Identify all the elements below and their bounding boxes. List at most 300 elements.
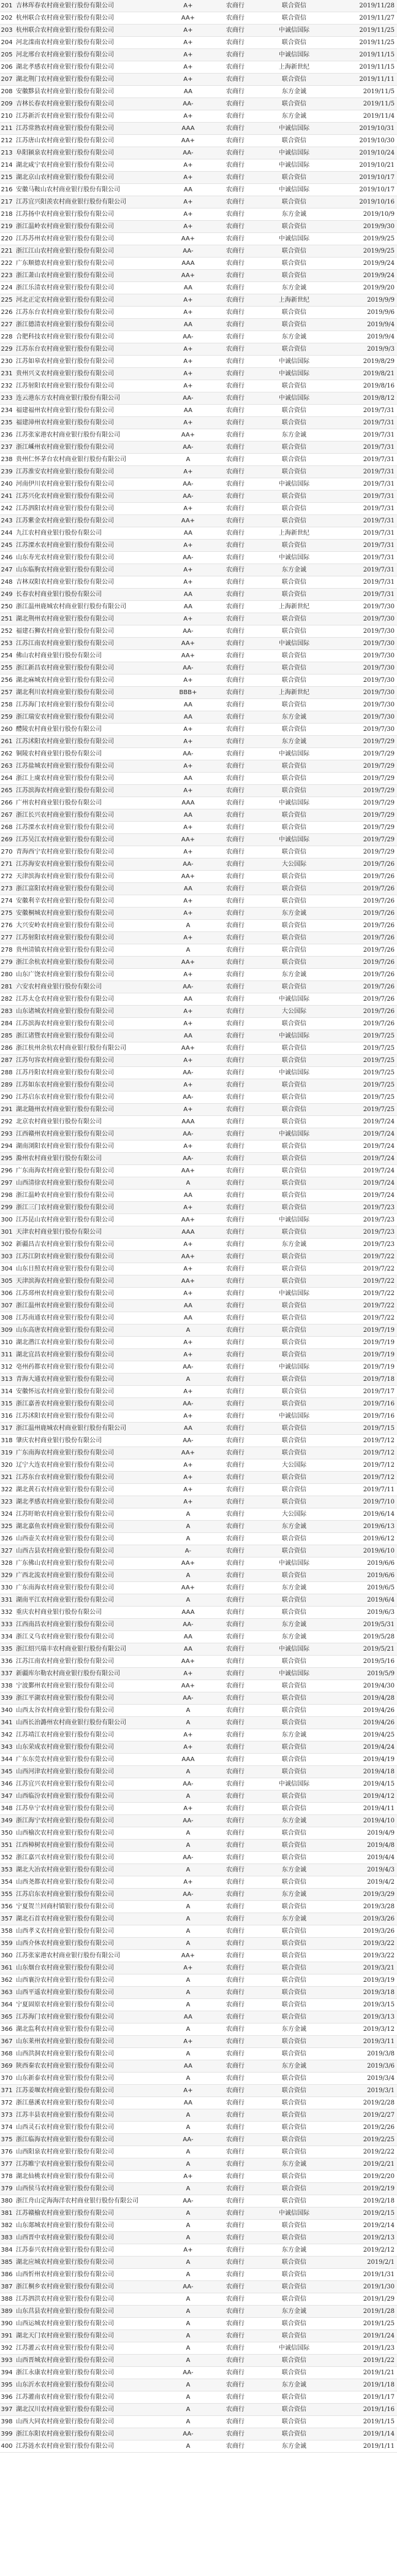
rating-date: 2019/11/15 xyxy=(328,49,397,61)
rating-date: 2019/7/31 xyxy=(328,527,397,540)
rating-date: 2019/7/19 xyxy=(328,1361,397,1374)
rating-date: 2019/1/17 xyxy=(328,2391,397,2404)
rating-agency: 中诚信国际 xyxy=(260,233,328,245)
credit-rating: A+ xyxy=(165,576,211,589)
row-number: 399 xyxy=(0,2428,13,2440)
rating-agency: 联合资信 xyxy=(260,37,328,49)
credit-rating: A+ xyxy=(165,564,211,576)
rating-date: 2019/11/15 xyxy=(328,61,397,74)
rating-date: 2019/7/29 xyxy=(328,773,397,785)
row-number: 394 xyxy=(0,2367,13,2379)
bank-type: 农商行 xyxy=(211,1643,260,1656)
row-number: 389 xyxy=(0,2306,13,2318)
credit-rating: AA xyxy=(165,711,211,724)
row-number: 267 xyxy=(0,809,13,822)
table-row xyxy=(0,2195,397,2207)
bank-type: 农商行 xyxy=(211,638,260,650)
row-number: 230 xyxy=(0,356,13,368)
rating-date: 2019/9/20 xyxy=(328,282,397,294)
rating-agency: 联合资信 xyxy=(260,1091,328,1104)
table-row xyxy=(0,2391,397,2404)
credit-rating: A+ xyxy=(165,785,211,797)
rating-agency: 联合资信 xyxy=(260,2318,328,2330)
table-row xyxy=(0,2244,397,2257)
rating-agency: 中诚信国际 xyxy=(260,834,328,846)
rating-date: 2019/7/26 xyxy=(328,993,397,1006)
table-row xyxy=(0,920,397,932)
table-row xyxy=(0,2024,397,2036)
rating-date: 2019/7/11 xyxy=(328,1484,397,1496)
bank-type: 农商行 xyxy=(211,2048,260,2060)
rating-agency: 联合资信 xyxy=(260,1974,328,1987)
bank-name: 浙江绍兴瑞丰农村商业银行股份有限公司 xyxy=(13,1643,165,1656)
bank-type: 农商行 xyxy=(211,1987,260,1999)
credit-rating: A xyxy=(165,1766,211,1778)
credit-rating: A+ xyxy=(165,1349,211,1361)
rating-date: 2019/11/28 xyxy=(328,0,397,12)
rating-date: 2019/4/10 xyxy=(328,1815,397,1827)
credit-rating: A+ xyxy=(165,1141,211,1153)
bank-type: 农商行 xyxy=(211,2011,260,2024)
bank-type: 农商行 xyxy=(211,1864,260,1876)
rating-date: 2019/7/30 xyxy=(328,601,397,613)
bank-name: 山西襄汾农村商业银行股份有限公司 xyxy=(13,1974,165,1987)
rating-date: 2019/7/29 xyxy=(328,748,397,760)
table-row xyxy=(0,1656,397,1668)
table-row xyxy=(0,908,397,920)
rating-date: 2019/2/22 xyxy=(328,2146,397,2158)
rating-date: 2019/4/8 xyxy=(328,1840,397,1852)
table-row xyxy=(0,2183,397,2195)
table-row xyxy=(0,405,397,417)
bank-name: 江苏沭阳农村商业银行股份有限公司 xyxy=(13,1410,165,1423)
bank-type: 农商行 xyxy=(211,380,260,392)
bank-name: 浙江德清农村商业银行股份有限公司 xyxy=(13,319,165,331)
bank-type: 农商行 xyxy=(211,2379,260,2391)
credit-rating: AA+ xyxy=(165,233,211,245)
rating-agency: 联合资信 xyxy=(260,1533,328,1545)
rating-date: 2019/5/16 xyxy=(328,1656,397,1668)
table-row xyxy=(0,1349,397,1361)
table-row xyxy=(0,1815,397,1827)
bank-type: 农商行 xyxy=(211,61,260,74)
rating-agency: 联合资信 xyxy=(260,2048,328,2060)
row-number: 203 xyxy=(0,25,13,37)
bank-name: 河北滦南农村商业银行股份有限公司 xyxy=(13,37,165,49)
bank-type: 农商行 xyxy=(211,1803,260,1815)
credit-rating: A xyxy=(165,2183,211,2195)
rating-agency: 联合资信 xyxy=(260,957,328,969)
table-row xyxy=(0,2011,397,2024)
bank-type: 农商行 xyxy=(211,1459,260,1472)
bank-name: 滁州农村商业银行股份有限公司 xyxy=(13,1153,165,1165)
row-number: 345 xyxy=(0,1766,13,1778)
bank-type: 农商行 xyxy=(211,331,260,343)
credit-rating: AA xyxy=(165,699,211,711)
bank-name: 江苏太仓农村商业银行股份有限公司 xyxy=(13,993,165,1006)
table-row xyxy=(0,981,397,993)
bank-name: 山西介休农村商业银行股份有限公司 xyxy=(13,1938,165,1950)
rating-agency: 联合资信 xyxy=(260,1484,328,1496)
table-row xyxy=(0,675,397,687)
credit-rating: AA- xyxy=(165,441,211,454)
table-row xyxy=(0,2207,397,2220)
row-number: 375 xyxy=(0,2134,13,2146)
rating-agency: 联合资信 xyxy=(260,1803,328,1815)
bank-type: 农商行 xyxy=(211,601,260,613)
bank-name: 天津农村商业银行股份有限公司 xyxy=(13,1226,165,1239)
row-number: 255 xyxy=(0,662,13,675)
bank-type: 农商行 xyxy=(211,1104,260,1116)
row-number: 318 xyxy=(0,1435,13,1447)
rating-date: 2019/7/26 xyxy=(328,883,397,895)
bank-type: 农商行 xyxy=(211,920,260,932)
bank-name: 浙江长兴农村商业银行股份有限公司 xyxy=(13,809,165,822)
rating-agency: 联合资信 xyxy=(260,1177,328,1190)
table-row xyxy=(0,417,397,429)
credit-rating: AA- xyxy=(165,1398,211,1410)
bank-type: 农商行 xyxy=(211,1288,260,1300)
rating-agency: 联合资信 xyxy=(260,662,328,675)
table-row xyxy=(0,1128,397,1141)
row-number: 359 xyxy=(0,1938,13,1950)
credit-rating: A+ xyxy=(165,2036,211,2048)
bank-type: 农商行 xyxy=(211,2428,260,2440)
rating-agency: 中诚信国际 xyxy=(260,1030,328,1042)
rating-date: 2019/7/23 xyxy=(328,1239,397,1251)
credit-rating: A xyxy=(165,2391,211,2404)
bank-name: 山西阳泉农村商业银行股份有限公司 xyxy=(13,2146,165,2158)
bank-name: 山东诸城农村商业银行股份有限公司 xyxy=(13,1006,165,1018)
table-row xyxy=(0,12,397,25)
rating-agency: 大公国际 xyxy=(260,858,328,871)
rating-date: 2019/4/15 xyxy=(328,1778,397,1791)
table-row xyxy=(0,2379,397,2391)
rating-agency: 联合资信 xyxy=(260,2109,328,2122)
table-row xyxy=(0,380,397,392)
rating-agency: 中诚信国际 xyxy=(260,1288,328,1300)
credit-rating: A xyxy=(165,2207,211,2220)
rating-date: 2019/3/12 xyxy=(328,2024,397,2036)
bank-name: 浙江富阳农村商业银行股份有限公司 xyxy=(13,883,165,895)
credit-rating: AA+ xyxy=(165,12,211,25)
rating-date: 2019/4/24 xyxy=(328,1741,397,1754)
row-number: 378 xyxy=(0,2171,13,2183)
table-row xyxy=(0,2060,397,2073)
table-row xyxy=(0,699,397,711)
bank-name: 浙江新昌农村商业银行股份有限公司 xyxy=(13,662,165,675)
rating-date: 2019/7/31 xyxy=(328,491,397,503)
bank-type: 农商行 xyxy=(211,392,260,405)
rating-agency: 联合资信 xyxy=(260,1938,328,1950)
table-row xyxy=(0,1680,397,1692)
rating-date: 2019/10/21 xyxy=(328,159,397,172)
credit-rating: A xyxy=(165,1901,211,1913)
table-row xyxy=(0,1386,397,1398)
row-number: 283 xyxy=(0,1006,13,1018)
bank-type: 农商行 xyxy=(211,576,260,589)
table-row xyxy=(0,1435,397,1447)
row-number: 386 xyxy=(0,2269,13,2281)
credit-rating: A+ xyxy=(165,613,211,625)
rating-date: 2019/7/26 xyxy=(328,981,397,993)
bank-name: 河北邢台农村商业银行股份有限公司 xyxy=(13,49,165,61)
bank-type: 农商行 xyxy=(211,711,260,724)
rating-agency: 联合资信 xyxy=(260,319,328,331)
table-row xyxy=(0,1594,397,1607)
table-row xyxy=(0,2306,397,2318)
bank-name: 江苏句容农村商业银行股份有限公司 xyxy=(13,1055,165,1067)
bank-type: 农商行 xyxy=(211,196,260,208)
table-row xyxy=(0,1030,397,1042)
bank-type: 农商行 xyxy=(211,1410,260,1423)
bank-name: 青海西宁农村商业银行股份有限公司 xyxy=(13,846,165,858)
rating-agency: 联合资信 xyxy=(260,883,328,895)
bank-name: 山东广饶农村商业银行股份有限公司 xyxy=(13,969,165,981)
bank-name: 江苏涟水农村商业银行股份有限公司 xyxy=(13,2440,165,2453)
row-number: 339 xyxy=(0,1692,13,1705)
bank-name: 湖北孝感农村商业银行股份有限公司 xyxy=(13,61,165,74)
credit-rating: AA xyxy=(165,2097,211,2109)
bank-name: 九江农村商业银行股份有限公司 xyxy=(13,527,165,540)
rating-date: 2019/8/21 xyxy=(328,368,397,380)
table-row xyxy=(0,491,397,503)
bank-type: 农商行 xyxy=(211,2293,260,2306)
rating-date: 2019/7/24 xyxy=(328,1116,397,1128)
credit-rating: A+ xyxy=(165,1472,211,1484)
row-number: 314 xyxy=(0,1386,13,1398)
bank-name: 江苏睢宁农村商业银行股份有限公司 xyxy=(13,2158,165,2171)
rating-date: 2019/7/31 xyxy=(328,503,397,515)
credit-rating: A xyxy=(165,1570,211,1582)
credit-rating: AA+ xyxy=(165,515,211,527)
bank-type: 农商行 xyxy=(211,1656,260,1668)
bank-type: 农商行 xyxy=(211,858,260,871)
table-row xyxy=(0,724,397,736)
bank-type: 农商行 xyxy=(211,1496,260,1508)
bank-type: 农商行 xyxy=(211,2306,260,2318)
bank-type: 农商行 xyxy=(211,2220,260,2232)
rating-date: 2019/7/25 xyxy=(328,1042,397,1055)
rating-agency: 东方金诚 xyxy=(260,969,328,981)
table-row xyxy=(0,184,397,196)
table-row xyxy=(0,1852,397,1864)
bank-type: 农商行 xyxy=(211,1324,260,1337)
credit-rating: AA- xyxy=(165,1435,211,1447)
rating-date: 2019/4/30 xyxy=(328,1680,397,1692)
credit-rating: A xyxy=(165,1324,211,1337)
table-row xyxy=(0,846,397,858)
row-number: 337 xyxy=(0,1668,13,1680)
table-row xyxy=(0,1153,397,1165)
rating-agency: 联合资信 xyxy=(260,1226,328,1239)
credit-rating: A+ xyxy=(165,908,211,920)
rating-date: 2019/6/10 xyxy=(328,1545,397,1557)
bank-type: 农商行 xyxy=(211,1128,260,1141)
table-row xyxy=(0,797,397,809)
bank-type: 农商行 xyxy=(211,49,260,61)
rating-agency: 联合资信 xyxy=(260,1925,328,1938)
bank-name: 江苏射阳农村商业银行股份有限公司 xyxy=(13,932,165,944)
bank-name: 醴陵农村商业银行股份有限公司 xyxy=(13,724,165,736)
bank-name: 陕西秦农农村商业银行股份有限公司 xyxy=(13,2060,165,2073)
bank-type: 农商行 xyxy=(211,1116,260,1128)
table-row xyxy=(0,1018,397,1030)
credit-rating: A+ xyxy=(165,1239,211,1251)
bank-name: 江苏姜堰农村商业银行股份有限公司 xyxy=(13,2085,165,2097)
rating-date: 2019/7/24 xyxy=(328,1190,397,1202)
bank-name: 江苏南通农村商业银行股份有限公司 xyxy=(13,1312,165,1324)
bank-type: 农商行 xyxy=(211,736,260,748)
credit-rating: AA+ xyxy=(165,1165,211,1177)
bank-name: 江苏张家港农村商业银行股份有限公司 xyxy=(13,1950,165,1962)
credit-rating: A+ xyxy=(165,1055,211,1067)
bank-type: 农商行 xyxy=(211,147,260,159)
credit-rating: A+ xyxy=(165,0,211,12)
rating-date: 2019/7/31 xyxy=(328,515,397,527)
table-row xyxy=(0,98,397,110)
rating-agency: 中诚信国际 xyxy=(260,2207,328,2220)
bank-name: 湖北嘉鱼农村商业银行股份有限公司 xyxy=(13,1521,165,1533)
bank-name: 湖北黄石农村商业银行股份有限公司 xyxy=(13,1484,165,1496)
bank-type: 农商行 xyxy=(211,1938,260,1950)
rating-date: 2019/9/24 xyxy=(328,270,397,282)
credit-rating: AA- xyxy=(165,1619,211,1631)
bank-type: 农商行 xyxy=(211,258,260,270)
rating-agency: 联合资信 xyxy=(260,380,328,392)
credit-rating: AA xyxy=(165,184,211,196)
bank-name: 湖北天门农村商业银行股份有限公司 xyxy=(13,2330,165,2342)
table-row xyxy=(0,2048,397,2060)
rating-agency: 联合资信 xyxy=(260,613,328,625)
rating-agency: 中诚信国际 xyxy=(260,123,328,135)
rating-agency: 联合资信 xyxy=(260,2330,328,2342)
bank-name: 江苏新沂农村商业银行股份有限公司 xyxy=(13,110,165,123)
rating-agency: 联合资信 xyxy=(260,1398,328,1410)
row-number: 265 xyxy=(0,785,13,797)
table-row xyxy=(0,993,397,1006)
rating-agency: 东方金诚 xyxy=(260,86,328,98)
bank-name: 广东东莞农村商业银行股份有限公司 xyxy=(13,1754,165,1766)
credit-rating: AA xyxy=(165,883,211,895)
rating-date: 2019/2/13 xyxy=(328,2232,397,2244)
rating-agency: 联合资信 xyxy=(260,258,328,270)
table-row xyxy=(0,1705,397,1717)
rating-agency: 中诚信国际 xyxy=(260,2342,328,2355)
bank-name: 湖北孝感农村商业银行股份有限公司 xyxy=(13,1496,165,1508)
rating-date: 2019/7/26 xyxy=(328,1006,397,1018)
bank-type: 农商行 xyxy=(211,2257,260,2269)
bank-name: 江苏江南农村商业银行股份有限公司 xyxy=(13,1656,165,1668)
credit-rating: AA- xyxy=(165,1361,211,1374)
credit-rating: AA+ xyxy=(165,1950,211,1962)
table-row xyxy=(0,932,397,944)
rating-date: 2019/2/20 xyxy=(328,2171,397,2183)
rating-agency: 联合资信 xyxy=(260,1876,328,1889)
bank-type: 农商行 xyxy=(211,2207,260,2220)
rating-agency: 联合资信 xyxy=(260,1791,328,1803)
rating-agency: 联合资信 xyxy=(260,2232,328,2244)
row-number: 298 xyxy=(0,1190,13,1202)
row-number: 323 xyxy=(0,1496,13,1508)
rating-agency: 中诚信国际 xyxy=(260,1067,328,1079)
table-row xyxy=(0,1091,397,1104)
rating-agency: 上海新世纪 xyxy=(260,294,328,307)
bank-name: 江西樟树农村商业银行股份有限公司 xyxy=(13,1840,165,1852)
table-row xyxy=(0,1717,397,1729)
rating-date: 2019/3/4 xyxy=(328,2073,397,2085)
bank-type: 农商行 xyxy=(211,822,260,834)
credit-rating: A xyxy=(165,1938,211,1950)
row-number: 242 xyxy=(0,503,13,515)
bank-name: 江苏常熟农村商业银行股份有限公司 xyxy=(13,123,165,135)
credit-rating: A+ xyxy=(165,172,211,184)
rating-date: 2019/1/11 xyxy=(328,2440,397,2453)
row-number: 280 xyxy=(0,969,13,981)
bank-type: 农商行 xyxy=(211,208,260,221)
rating-agency: 联合资信 xyxy=(260,1386,328,1398)
table-row xyxy=(0,1741,397,1754)
rating-date: 2019/3/26 xyxy=(328,1913,397,1925)
table-row xyxy=(0,1778,397,1791)
rating-agency: 联合资信 xyxy=(260,625,328,638)
credit-rating: AA- xyxy=(165,981,211,993)
rating-date: 2019/4/26 xyxy=(328,1705,397,1717)
credit-rating: A xyxy=(165,2109,211,2122)
rating-date: 2019/9/25 xyxy=(328,233,397,245)
rating-date: 2019/6/13 xyxy=(328,1521,397,1533)
row-number: 287 xyxy=(0,1055,13,1067)
credit-rating: A+ xyxy=(165,208,211,221)
bank-name: 山西清徐农村商业银行股份有限公司 xyxy=(13,1177,165,1190)
rating-agency: 联合资信 xyxy=(260,724,328,736)
row-number: 212 xyxy=(0,135,13,147)
rating-date: 2019/2/19 xyxy=(328,2183,397,2195)
credit-rating: A+ xyxy=(165,1006,211,1018)
table-row xyxy=(0,1803,397,1815)
table-row xyxy=(0,601,397,613)
bank-name: 广西北流农村商业银行股份有限公司 xyxy=(13,1570,165,1582)
bank-type: 农商行 xyxy=(211,797,260,809)
bank-name: 贵州兴义农村商业银行股份有限公司 xyxy=(13,368,165,380)
row-number: 225 xyxy=(0,294,13,307)
rating-date: 2019/5/21 xyxy=(328,1643,397,1656)
row-number: 207 xyxy=(0,74,13,86)
credit-rating: A xyxy=(165,2416,211,2428)
rating-date: 2019/3/29 xyxy=(328,1889,397,1901)
row-number: 304 xyxy=(0,1263,13,1275)
table-row xyxy=(0,1472,397,1484)
bank-type: 农商行 xyxy=(211,2134,260,2146)
row-number: 270 xyxy=(0,846,13,858)
table-row xyxy=(0,147,397,159)
rating-date: 2019/7/12 xyxy=(328,1472,397,1484)
bank-name: 湖北潜江农村商业银行股份有限公司 xyxy=(13,1337,165,1349)
bank-name: 山东寿光农村商业银行股份有限公司 xyxy=(13,552,165,564)
rating-date: 2019/7/22 xyxy=(328,1312,397,1324)
row-number: 205 xyxy=(0,49,13,61)
rating-date: 2019/10/9 xyxy=(328,208,397,221)
rating-date: 2019/7/31 xyxy=(328,589,397,601)
credit-rating: A xyxy=(165,1705,211,1717)
table-row xyxy=(0,895,397,908)
row-number: 271 xyxy=(0,858,13,871)
table-row xyxy=(0,564,397,576)
row-number: 306 xyxy=(0,1288,13,1300)
credit-rating: A xyxy=(165,1374,211,1386)
credit-rating: A+ xyxy=(165,417,211,429)
row-number: 365 xyxy=(0,2011,13,2024)
